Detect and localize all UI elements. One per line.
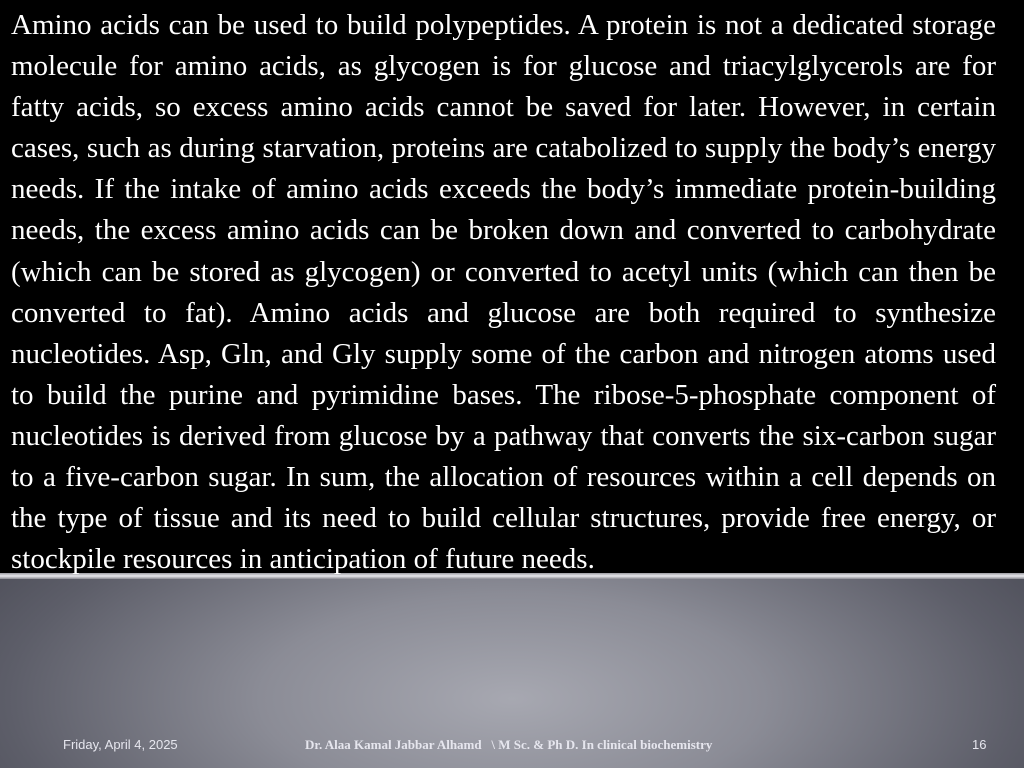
- footer-page-number: 16: [972, 737, 987, 752]
- footer-author: Dr. Alaa Kamal Jabbar Alhamd \ M Sc. & Ph D. In clinical biochemistry: [305, 737, 713, 752]
- slide-body-text: Amino acids can be used to build polypeptides. A protein is not a dedicated storage molecule for amino acids, as glycogen is for glucose and triacylglycerols are for fatty acids, so excess amino acids cannot be saved for later. However, in certain cases, such as during starvation, proteins are catabolized to supply the body’s energy needs. If the intake of amino acids exceeds the body’s immediate protein-building needs, the excess amino acids can be broken down and converted to carbohydrate (which can be stored as glycogen) or converted to acetyl units (which can then be converted to fat). Amino acids and glucose are both required to synthesize nucleotides. Asp, Gln, and Gly supply some of the carbon and nitrogen atoms used to build the purine and pyrimidine bases. The ribose-5-phosphate component of nucleotides is derived from glucose by a pathway that converts the six-carbon sugar to a five-carbon sugar. In sum, the allocation of resources within a cell depends on the type of tissue and its need to build cellular structures, provide free energy, or stockpile resources in anticipation of future needs.: [11, 9, 996, 576]
- footer-date: Friday, April 4, 2025: [63, 737, 178, 752]
